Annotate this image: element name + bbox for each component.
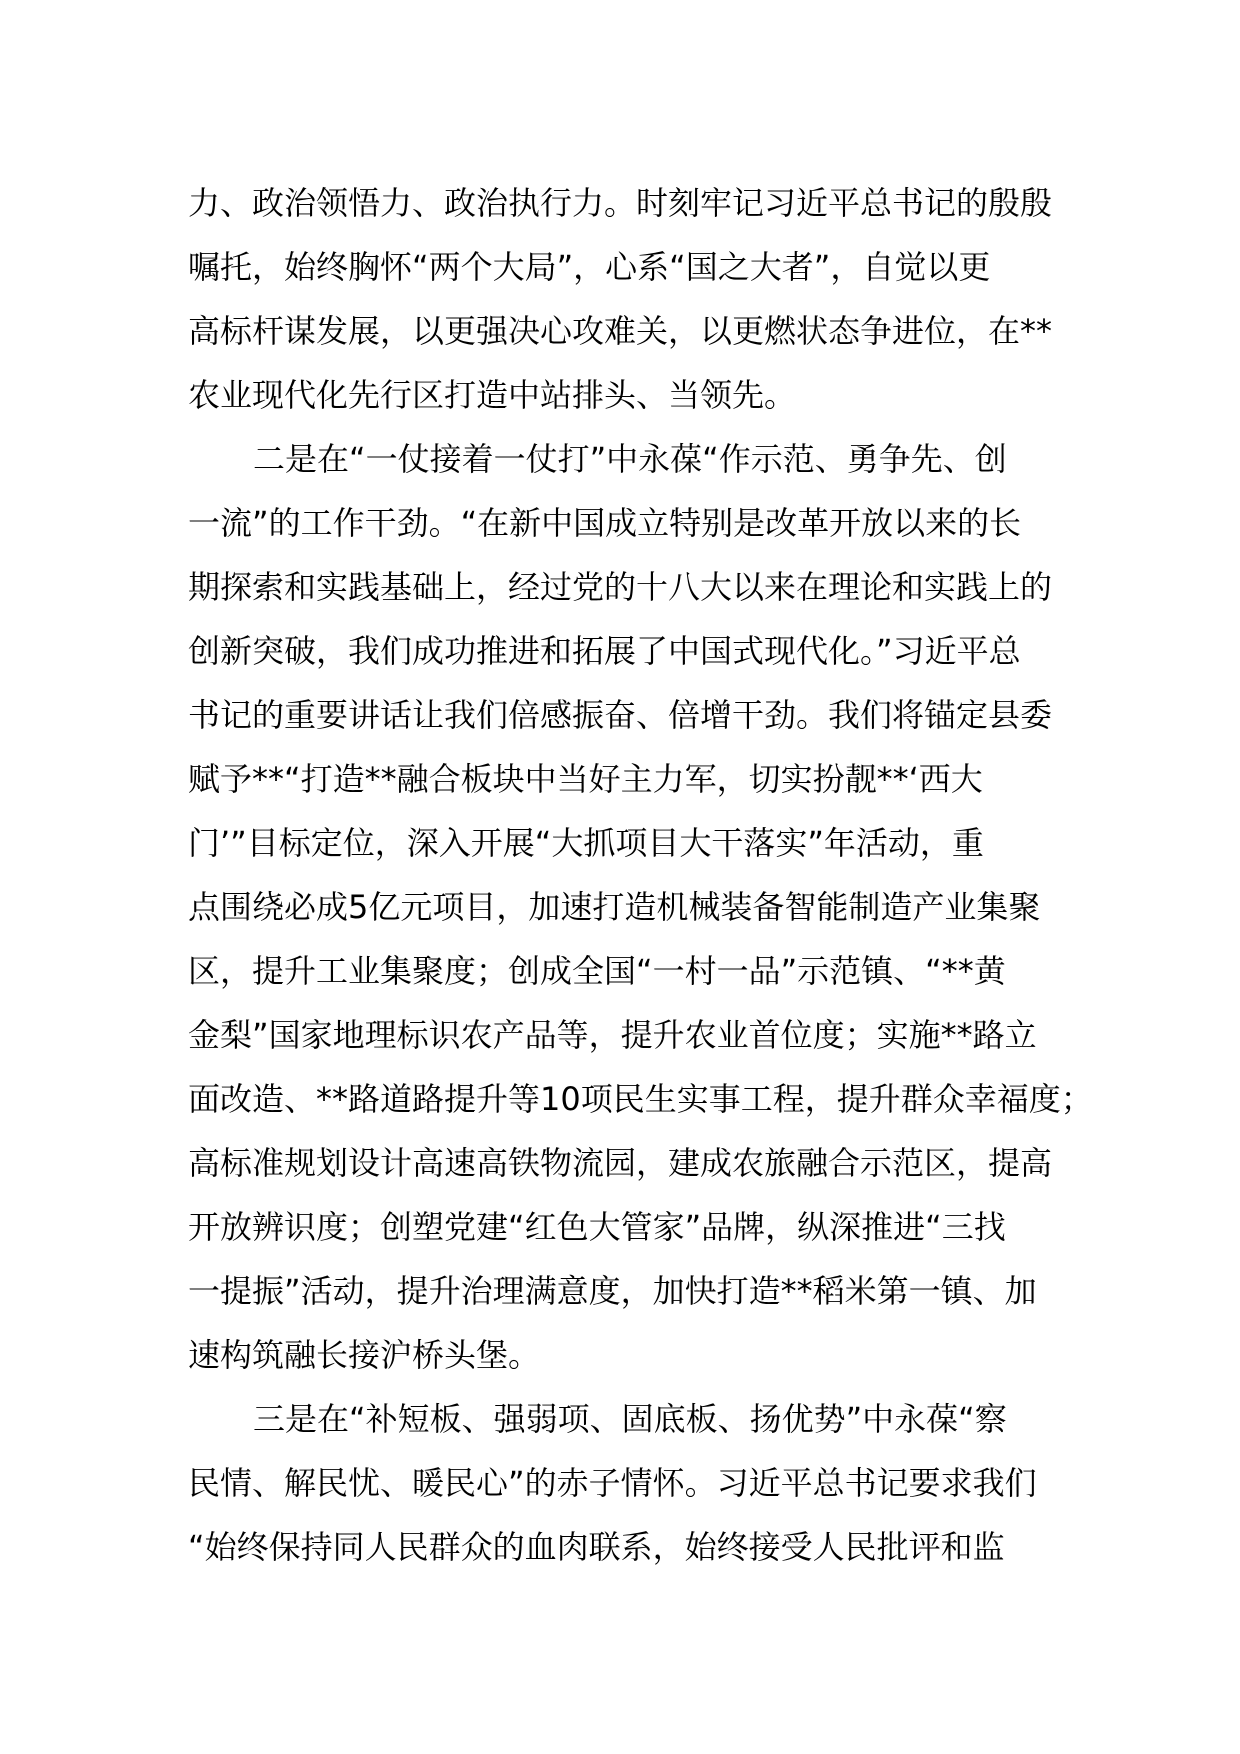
text-line: 赋予**“打造**融合板块中当好主力军，切实扮靓**‘西大 [188, 760, 983, 798]
text-line: 金梨”国家地理标识农产品等，提升农业首位度；实施**路立 [188, 1016, 1037, 1054]
text-line: 期探索和实践基础上，经过党的十八大以来在理论和实践上的 [188, 568, 1053, 606]
text-line: 力、政治领悟力、政治执行力。时刻牢记习近平总书记的殷殷 [188, 184, 1053, 222]
text-line: 速构筑融长接沪桥头堡。 [188, 1336, 541, 1374]
text-line: 嘱托，始终胸怀“两个大局”，心系“国之大者”，自觉以更 [188, 248, 991, 286]
text-line: 面改造、**路道路提升等10项民生实事工程，提升群众幸福度； [188, 1080, 1093, 1118]
text-line: 高标杆谋发展，以更强决心攻难关，以更燃状态争进位，在** [188, 312, 1053, 350]
text-line: 农业现代化先行区打造中站排头、当领先。 [188, 376, 797, 414]
paragraph-start-line: 二是在“一仗接着一仗打”中永葆“作示范、勇争先、创 [253, 440, 1007, 478]
paragraph-start-line: 三是在“补短板、强弱项、固底板、扬优势”中永葆“察 [253, 1400, 1007, 1438]
text-line: 区，提升工业集聚度；创成全国“一村一品”示范镇、“**黄 [188, 952, 1006, 990]
text-line: 点围绕必成5亿元项目，加速打造机械装备智能制造产业集聚 [188, 888, 1041, 926]
text-line: “始终保持同人民群众的血肉联系，始终接受人民批评和监 [188, 1528, 1005, 1566]
text-line: 民情、解民忧、暖民心”的赤子情怀。习近平总书记要求我们 [188, 1464, 1037, 1502]
text-line: 一提振”活动，提升治理满意度，加快打造**稻米第一镇、加 [188, 1272, 1037, 1310]
text-line: 书记的重要讲话让我们倍感振奋、倍增干劲。我们将锚定县委 [188, 696, 1053, 734]
text-line: 门’”目标定位，深入开展“大抓项目大干落实”年活动，重 [188, 824, 984, 862]
text-line: 一流”的工作干劲。“在新中国成立特别是改革开放以来的长 [188, 504, 1022, 542]
text-line: 创新突破，我们成功推进和拓展了中国式现代化。”习近平总 [188, 632, 1021, 670]
text-line: 开放辨识度；创塑党建“红色大管家”品牌，纵深推进“三找 [188, 1208, 1006, 1246]
text-line: 高标准规划设计高速高铁物流园，建成农旅融合示范区，提高 [188, 1144, 1053, 1182]
